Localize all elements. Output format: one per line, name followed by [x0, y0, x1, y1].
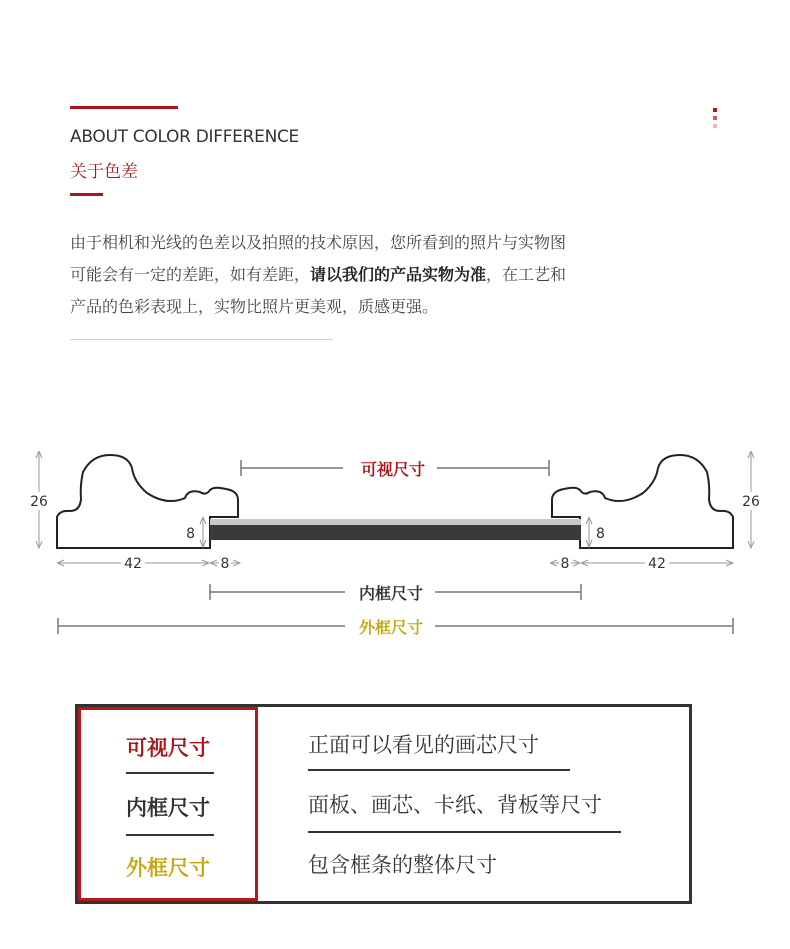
left-width-value: 42 — [124, 556, 142, 572]
dot-light — [713, 124, 717, 128]
legend-label-visible: 可视尺寸 — [126, 736, 210, 760]
color-difference-paragraph — [70, 227, 650, 323]
visible-size-label: 可视尺寸 — [360, 460, 426, 479]
inner-size-label: 内框尺寸 — [358, 584, 424, 603]
decorative-dots-icon — [713, 108, 718, 132]
legend-label-inner: 内框尺寸 — [126, 796, 210, 820]
frame-dimension-diagram — [0, 440, 790, 650]
section-title-english: ABOUT COLOR DIFFERENCE — [70, 127, 300, 147]
legend-label-outer: 外框尺寸 — [126, 856, 210, 880]
dot-dark — [713, 108, 717, 112]
legend-desc-visible: 正面可以看见的画芯尺寸 — [308, 733, 539, 757]
left-rabbet-value: 8 — [220, 556, 230, 572]
paragraph-emphasis: 请以我们的产品实物为准 — [310, 265, 487, 284]
paragraph-line-1: 由于相机和光线的色差以及拍照的技术原因，您所看到的照片与实物图 — [70, 233, 567, 252]
header-accent-line — [70, 106, 178, 109]
section-title-chinese: 关于色差 — [70, 162, 138, 182]
right-height-value: 26 — [742, 494, 760, 510]
left-height-value: 26 — [30, 494, 48, 510]
glass-layer — [210, 519, 581, 525]
legend-right-divider-1 — [308, 769, 570, 771]
paragraph-line-3: 产品的色彩表现上，实物比照片更美观，质感更强。 — [70, 297, 439, 316]
legend-right-divider-2 — [308, 831, 621, 833]
paragraph-line-2-end: ，在工艺和 — [486, 265, 567, 284]
paragraph-line-2-start: 可能会有一定的差距，如有差距， — [70, 265, 311, 284]
right-width-value: 42 — [648, 556, 666, 572]
legend-left-divider-2 — [126, 834, 214, 836]
outer-size-label: 外框尺寸 — [358, 618, 424, 637]
paragraph-line-2 — [70, 259, 650, 291]
legend-desc-outer: 包含框条的整体尺寸 — [308, 853, 497, 877]
left-depth-value: 8 — [186, 526, 195, 542]
legend-desc-inner: 面板、画芯、卡纸、背板等尺寸 — [308, 793, 602, 817]
artwork-panel — [210, 525, 581, 540]
dot-medium — [713, 116, 717, 120]
size-legend-labels — [78, 707, 258, 901]
title-underline — [70, 193, 103, 196]
legend-left-divider-1 — [126, 772, 214, 774]
size-legend-box — [75, 704, 692, 904]
right-rabbet-value: 8 — [560, 556, 570, 572]
right-depth-value: 8 — [596, 526, 605, 542]
paragraph-divider — [70, 339, 333, 340]
